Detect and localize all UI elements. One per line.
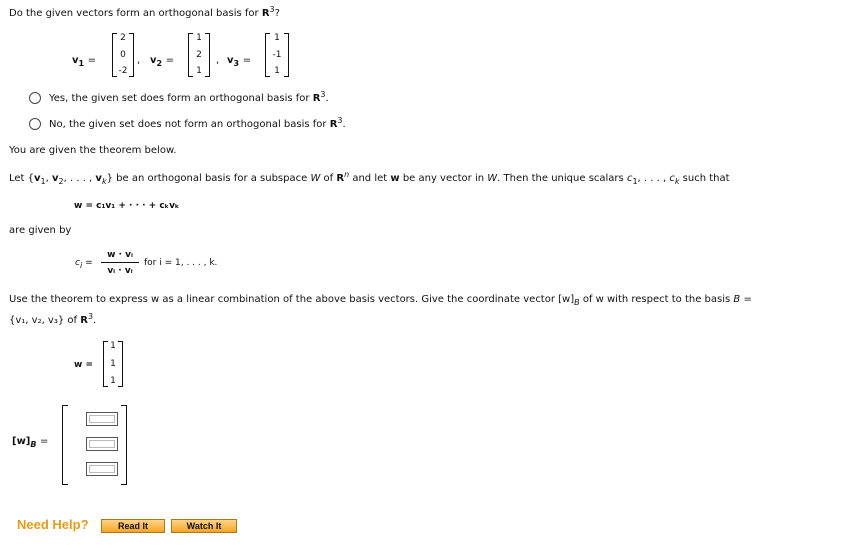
v1-label: $v_1$ = <box>72 55 96 68</box>
theorem-intro: You are given the theorem below. <box>9 145 177 156</box>
no-radio[interactable] <box>29 118 41 130</box>
v2-label: $v_2$ = <box>150 55 174 68</box>
v1-matrix <box>112 33 134 77</box>
v2-entry: 2 <box>196 49 202 60</box>
answer-input-3[interactable] <box>86 462 118 476</box>
ci-numerator: w · vᵢ <box>107 250 133 260</box>
watch-it-button[interactable]: Watch It <box>171 519 237 533</box>
yes-radio[interactable] <box>29 92 41 104</box>
fraction-bar <box>101 262 139 263</box>
linear-combination-formula: w = c₁v₁ + · · · + cₖvₖ <box>74 201 180 211</box>
instruction-line2: {v₁, v₂, v₃} of $R^3$. <box>9 312 97 326</box>
instruction-line1: Use the theorem to express w as a linear combination of the above basis vectors. Give the coordinate vector $[w]_B$ of w with respect to the basis B = <box>9 294 752 307</box>
comma: , <box>137 55 141 66</box>
answer-input-2[interactable] <box>86 437 118 451</box>
question-prompt: Do the given vectors form an orthogonal basis for $R^3$? <box>9 5 280 19</box>
v2-entry: 1 <box>196 66 202 76</box>
w-entry: 1 <box>110 376 116 386</box>
w-label: w = <box>74 360 93 370</box>
ci-label: ci = <box>75 258 93 270</box>
v1-entry: 0 <box>120 49 126 60</box>
answer-left-bracket <box>62 405 68 485</box>
v1-entry: -2 <box>118 66 128 76</box>
ci-range: for i = 1, . . . , k. <box>144 258 218 268</box>
v1-entry: 2 <box>120 33 126 43</box>
given-by-text: are given by <box>9 225 72 236</box>
v2-entry: 1 <box>196 33 202 43</box>
w-entry: 1 <box>110 358 116 369</box>
v3-matrix <box>265 33 289 77</box>
comma: , <box>216 55 220 66</box>
v3-entry: 1 <box>274 33 280 43</box>
read-it-button[interactable]: Read It <box>101 519 165 533</box>
ci-denominator: vᵢ · vᵢ <box>107 266 133 276</box>
v3-label: $v_3$ = <box>227 55 251 68</box>
answer-right-bracket <box>121 405 127 485</box>
yes-option-label[interactable]: Yes, the given set does form an orthogonal basis for $R^3$. <box>49 90 329 104</box>
answer-label: $[w]_B$ = <box>12 436 49 449</box>
theorem-statement: Let {$v_1$, $v_2$, . . . , $v_k$} be an orthogonal basis for a subspace W of $R^n$ and let w be any vector in W. Then the unique scalars $c_1$, . . . , $c_k$ such that <box>9 170 730 186</box>
w-entry: 1 <box>110 341 116 351</box>
need-help-label: Need Help? <box>17 517 89 532</box>
no-option-label[interactable]: No, the given set does not form an orthogonal basis for $R^3$. <box>49 116 346 130</box>
v2-matrix <box>188 33 210 77</box>
v3-entry: 1 <box>274 66 280 76</box>
answer-input-1[interactable] <box>86 412 118 426</box>
v3-entry: -1 <box>272 49 282 60</box>
w-matrix <box>103 341 123 387</box>
